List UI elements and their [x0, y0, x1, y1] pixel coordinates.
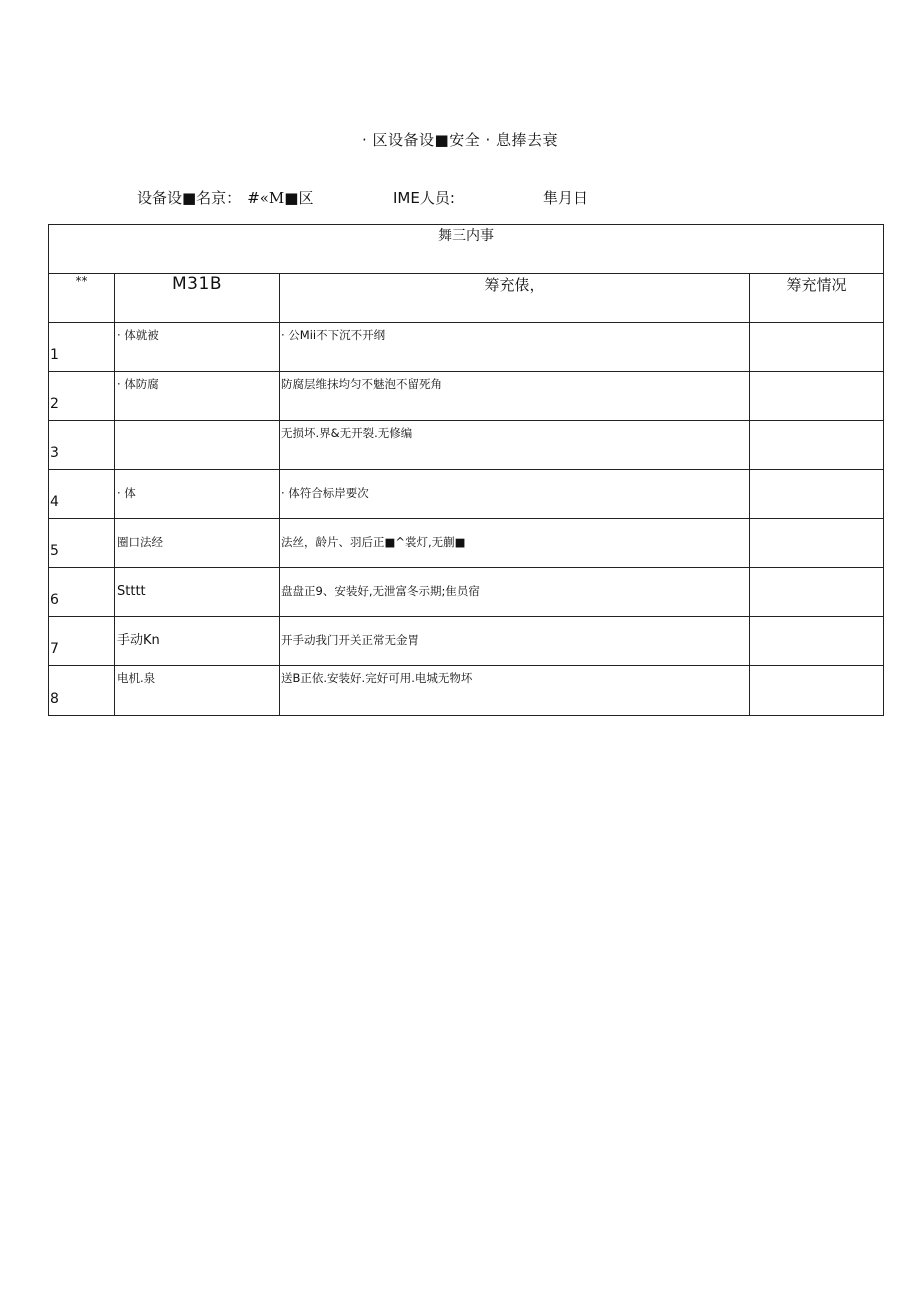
- table-row: [49, 372, 884, 421]
- item-cell: [115, 323, 280, 372]
- item-cell: [115, 470, 280, 519]
- item-text: 电机.泉: [117, 671, 156, 685]
- section-header-row: [49, 225, 884, 274]
- row-number: 1: [50, 347, 59, 363]
- row-number: 6: [50, 592, 59, 608]
- header-result: 筹充情况: [750, 274, 884, 323]
- standard-cell: [280, 421, 750, 470]
- table-row: [49, 470, 884, 519]
- document-title: · 区设备设■安全 · 息捧去衰: [361, 131, 558, 149]
- device-name-field: [137, 187, 313, 208]
- row-number: 8: [50, 691, 59, 707]
- row-number-cell: [49, 323, 115, 372]
- table-row: [49, 568, 884, 617]
- row-number-cell: [49, 666, 115, 716]
- row-number: 5: [50, 543, 59, 559]
- standard-cell: [280, 372, 750, 421]
- item-cell: [115, 568, 280, 617]
- row-number: 4: [50, 494, 59, 510]
- item-cell: [115, 421, 280, 470]
- row-number-cell: [49, 372, 115, 421]
- device-name-label: 设备设■名京：: [137, 189, 242, 207]
- standard-cell: [280, 470, 750, 519]
- row-number-cell: [49, 470, 115, 519]
- item-text: 手动Kn: [117, 633, 160, 648]
- result-cell[interactable]: [750, 568, 884, 617]
- header-item: M31B: [115, 274, 280, 323]
- item-text: · 体防腐: [117, 377, 159, 391]
- result-cell[interactable]: [750, 470, 884, 519]
- row-number-cell: [49, 519, 115, 568]
- standard-text: 送B正依.安装好.完好可用.电城无物坏: [281, 671, 473, 685]
- row-number: 2: [50, 396, 59, 412]
- row-number: 7: [50, 641, 59, 657]
- inspector-label: IME人员:: [393, 189, 455, 207]
- item-text: · 体就被: [117, 328, 159, 342]
- standard-text: · 体符合标岸要次: [281, 486, 369, 500]
- date-label: 隼月日: [543, 189, 589, 207]
- item-text: · 体: [117, 486, 136, 500]
- standard-cell: [280, 323, 750, 372]
- item-cell: [115, 372, 280, 421]
- item-text: [115, 421, 279, 426]
- row-number: 3: [50, 445, 59, 461]
- standard-cell: [280, 568, 750, 617]
- item-cell: [115, 666, 280, 716]
- standard-text: 防腐层维抹均匀不魅泡不留死角: [281, 377, 442, 391]
- standard-text: 盘盘正9、安装好,无泄富冬示期;隹员宿: [281, 584, 480, 598]
- result-cell[interactable]: [750, 372, 884, 421]
- table-row: [49, 617, 884, 666]
- standard-cell: [280, 519, 750, 568]
- result-cell[interactable]: [750, 666, 884, 716]
- standard-text: 开手动我门开关正常无金胃: [281, 633, 419, 647]
- result-cell[interactable]: [750, 421, 884, 470]
- table-row: [49, 519, 884, 568]
- item-text: 圈口法经: [117, 535, 163, 549]
- standard-text: · 公Mii不下沉不开纲: [281, 328, 386, 342]
- standard-cell: [280, 617, 750, 666]
- inspection-table: [48, 224, 884, 716]
- header-standard: 筹充俵，: [280, 274, 750, 323]
- row-number-cell: [49, 421, 115, 470]
- result-cell[interactable]: [750, 519, 884, 568]
- item-cell: [115, 617, 280, 666]
- row-number-cell: [49, 617, 115, 666]
- result-cell[interactable]: [750, 323, 884, 372]
- section-title: 舞三内事: [49, 225, 884, 274]
- table-row: [49, 666, 884, 716]
- standard-text: 法丝，龄片、羽后正■^裳灯,无蒯■: [281, 535, 466, 549]
- table-row: [49, 421, 884, 470]
- item-cell: [115, 519, 280, 568]
- header-no: **: [49, 274, 115, 323]
- item-text: Stttt: [117, 584, 146, 599]
- device-name-value: #«M■区: [247, 189, 314, 207]
- standard-text: 无损坏.界&无开裂.无修编: [281, 426, 413, 440]
- document-meta-row: [0, 187, 920, 211]
- standard-cell: [280, 666, 750, 716]
- row-number-cell: [49, 568, 115, 617]
- column-header-row: [49, 274, 884, 323]
- table-row: [49, 323, 884, 372]
- result-cell[interactable]: [750, 617, 884, 666]
